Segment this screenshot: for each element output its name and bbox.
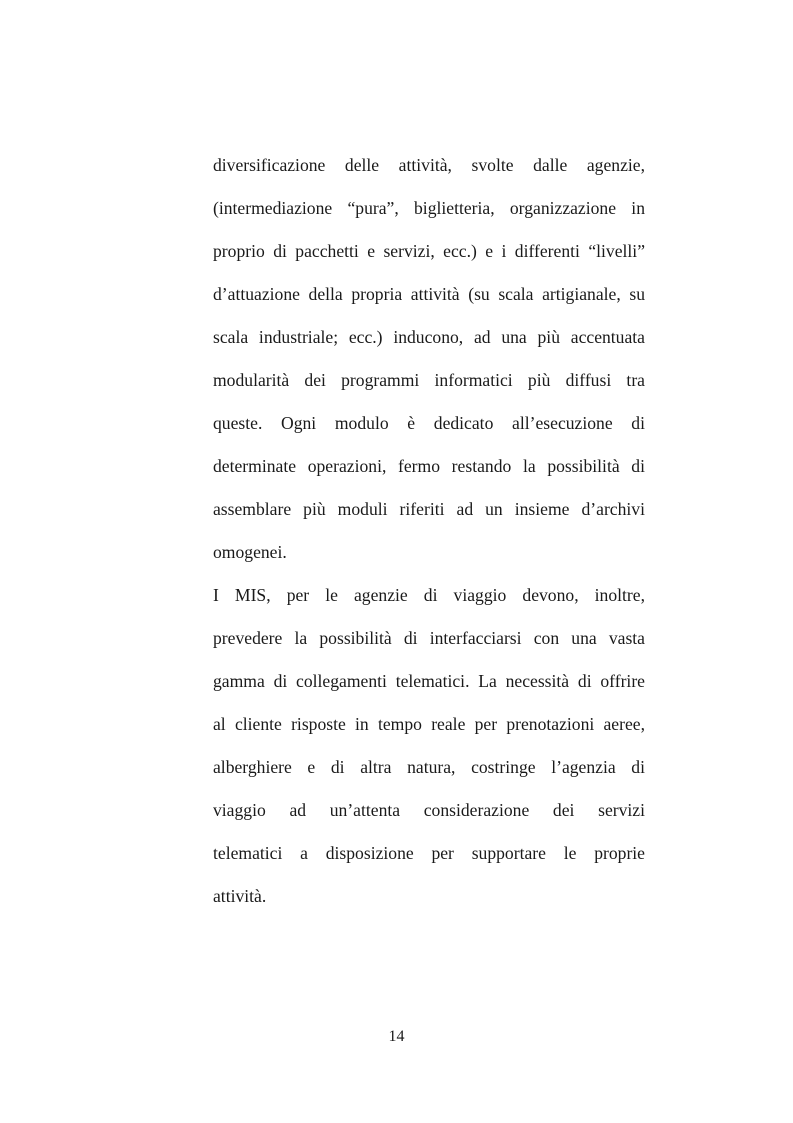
text-line: (intermediazione “pura”, biglietteria, organizzazione in	[213, 198, 645, 218]
page-number: 14	[388, 1028, 405, 1045]
text-line: proprio di pacchetti e servizi, ecc.) e i differenti “livelli”	[213, 241, 645, 261]
paragraph-end-line: omogenei.	[213, 542, 287, 562]
text-line: determinate operazioni, fermo restando la possibilità di	[213, 456, 645, 476]
text-line: alberghiere e di altra natura, costringe l’agenzia di	[213, 757, 645, 777]
text-line: assemblare più moduli riferiti ad un insieme d’archivi	[213, 499, 645, 519]
text-line: scala industriale; ecc.) inducono, ad una più accentuata	[213, 327, 645, 347]
body-text	[213, 144, 645, 918]
text-line: modularità dei programmi informatici più diffusi tra	[213, 370, 645, 390]
text-line: gamma di collegamenti telematici. La necessità di offrire	[213, 671, 645, 691]
text-line: queste. Ogni modulo è dedicato all’esecuzione di	[213, 413, 645, 433]
text-line: al cliente risposte in tempo reale per prenotazioni aeree,	[213, 714, 645, 734]
text-line: diversificazione delle attività, svolte dalle agenzie,	[213, 155, 645, 175]
paragraph-end-line: attività.	[213, 886, 267, 906]
text-line: d’attuazione della propria attività (su scala artigianale, su	[213, 284, 645, 304]
text-line: viaggio ad un’attenta considerazione dei servizi	[213, 800, 645, 820]
text-line: telematici a disposizione per supportare le proprie	[213, 843, 645, 863]
text-line: I MIS, per le agenzie di viaggio devono, inoltre,	[213, 585, 645, 605]
text-line: prevedere la possibilità di interfacciarsi con una vasta	[213, 628, 645, 648]
